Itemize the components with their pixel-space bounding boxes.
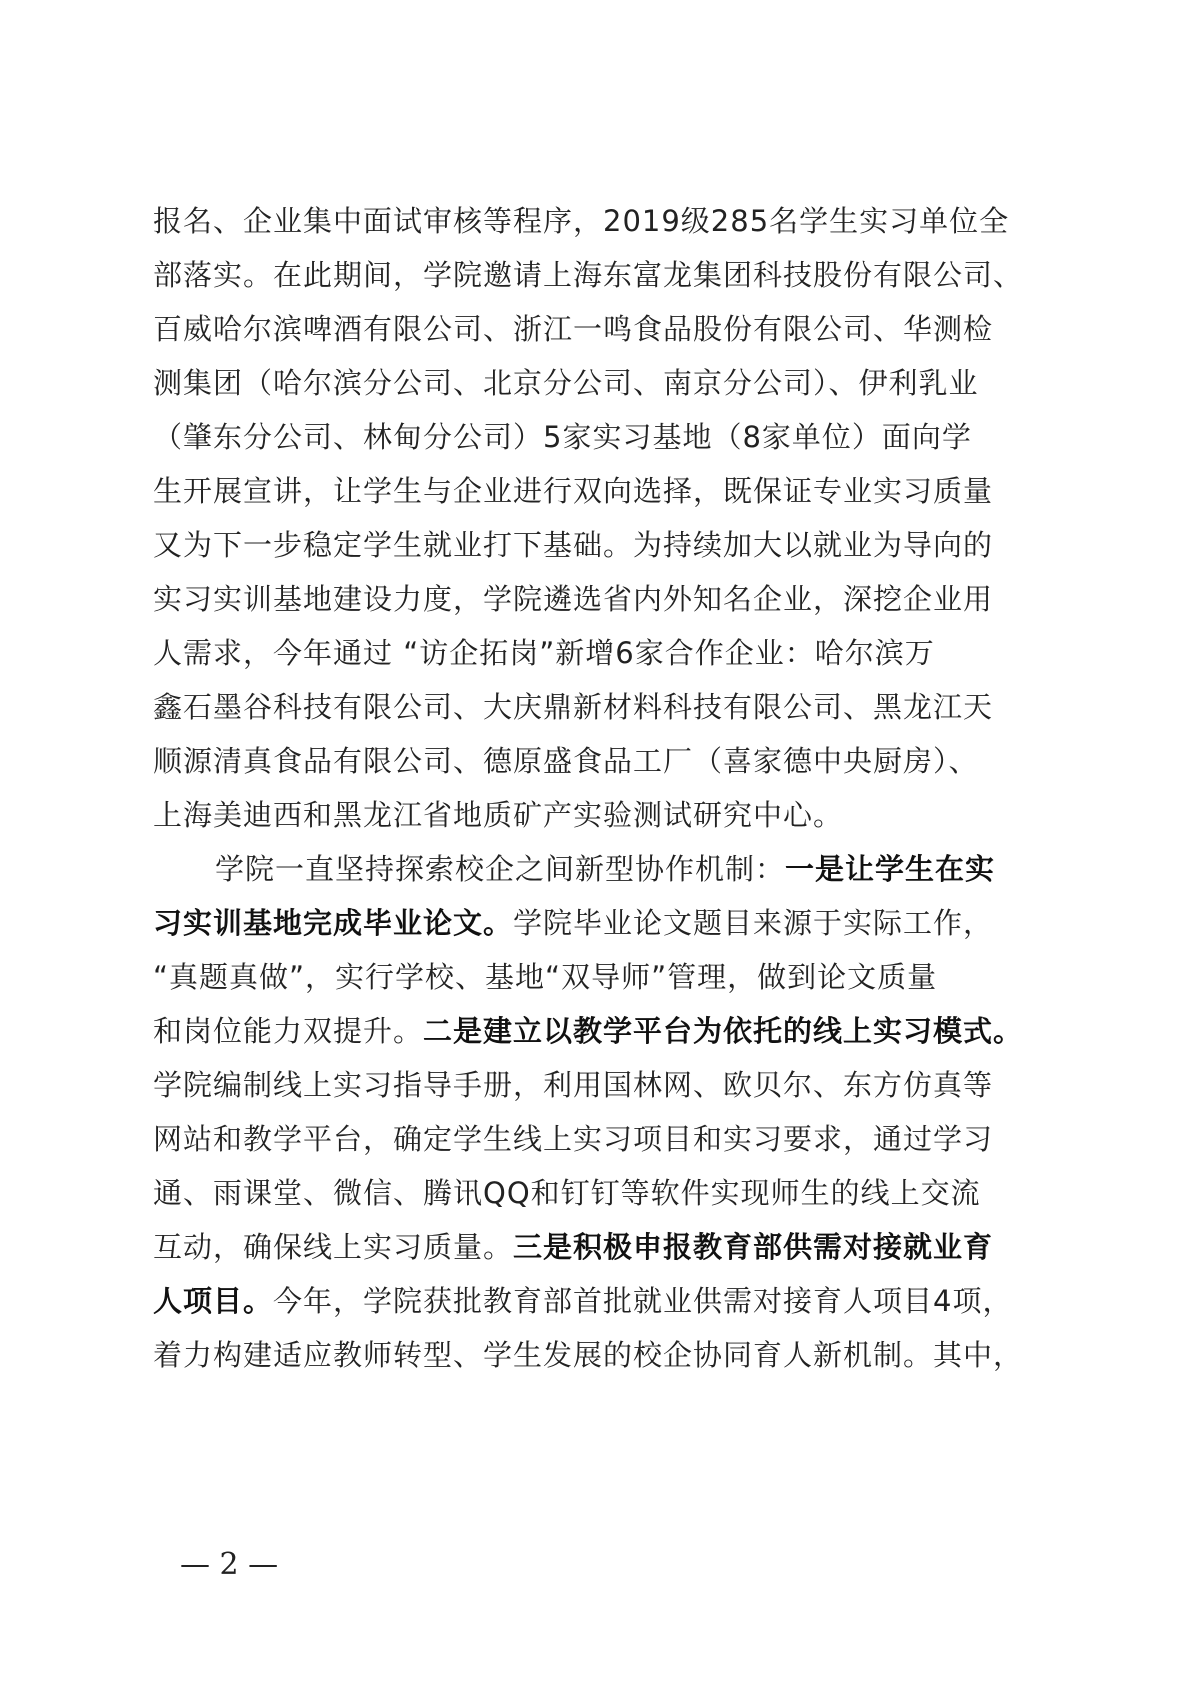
- paragraph-2-line: 网站和教学平台，确定学生线上实习项目和实习要求，通过学习: [153, 1122, 994, 1156]
- paragraph-2-line: “真题真做”，实行学校、基地“双导师”管理，做到论文质量: [153, 960, 938, 994]
- text-line: （肇东分公司、林甸分公司）5家实习基地（8家单位）面向学: [153, 420, 972, 454]
- text-line: 上海美迪西和黑龙江省地质矿产实验测试研究中心。: [153, 798, 844, 832]
- text-line: 测集团（哈尔滨分公司、北京分公司、南京分公司）、伊利乳业: [153, 366, 979, 400]
- page-number: — 2 —: [180, 1547, 279, 1582]
- text-line: 顺源清真食品有限公司、德原盛食品工厂（喜家德中央厨房）、: [153, 744, 979, 778]
- paragraph-2-line: [153, 893, 1033, 953]
- bold-heading-run: 三是积极申报教育部供需对接就业育: [513, 1230, 994, 1264]
- text-line: 人需求，今年通过 “访企拓岗”新增6家合作企业：哈尔滨万: [153, 636, 935, 670]
- text-line: 实习实训基地建设力度，学院遴选省内外知名企业，深挖企业用: [153, 582, 994, 616]
- paragraph-2-line: [153, 1271, 1033, 1331]
- paragraph-2-line: 学院编制线上实习指导手册，利用国林网、欧贝尔、东方仿真等: [153, 1068, 994, 1102]
- text-line: 鑫石墨谷科技有限公司、大庆鼎新材料科技有限公司、黑龙江天: [153, 690, 994, 724]
- paragraph-2-line: 通、雨课堂、微信、腾讯QQ和钉钉等软件实现师生的线上交流: [153, 1176, 981, 1210]
- paragraph-2-line: [215, 839, 1033, 899]
- text-line: 又为下一步稳定学生就业打下基础。为持续加大以就业为导向的: [153, 528, 994, 562]
- text-run: 今年，学院获批教育部首批就业供需对接育人项目4项，: [273, 1284, 1013, 1318]
- paragraph-2-line: [153, 1001, 1033, 1061]
- bold-heading-run: 习实训基地完成毕业论文。: [153, 906, 514, 940]
- text-line: 生开展宣讲，让学生与企业进行双向选择，既保证专业实习质量: [153, 474, 994, 508]
- text-line: 百威哈尔滨啤酒有限公司、浙江一鸣食品股份有限公司、华测检: [153, 312, 994, 346]
- paragraph-2-line: 着力构建适应教师转型、学生发展的校企协同育人新机制。其中，: [153, 1338, 1024, 1372]
- bold-heading-run: 人项目。: [153, 1284, 274, 1318]
- bold-heading-run: 二是建立以教学平台为依托的线上实习模式。: [423, 1014, 1024, 1048]
- text-line: 部落实。在此期间，学院邀请上海东富龙集团科技股份有限公司、: [153, 258, 1024, 292]
- text-line: 报名、企业集中面试审核等程序，2019级285名学生实习单位全: [153, 204, 1010, 238]
- bold-heading-run: 一是让学生在实: [785, 852, 996, 886]
- paragraph-2-line: [153, 1217, 1033, 1277]
- text-run: 互动，确保线上实习质量。: [153, 1230, 514, 1264]
- text-run: 和岗位能力双提升。: [153, 1014, 424, 1048]
- text-run: 学院毕业论文题目来源于实际工作，: [513, 906, 994, 940]
- text-run: 学院一直坚持探索校企之间新型协作机制：: [215, 852, 786, 886]
